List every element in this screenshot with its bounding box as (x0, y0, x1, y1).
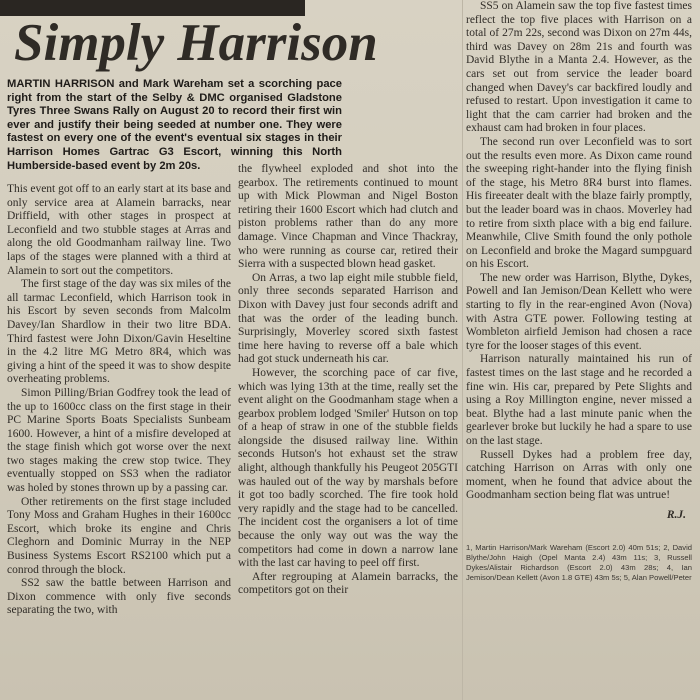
results-list: 1, Martin Harrison/Mark Wareham (Escort 2.0) 40m 51s; 2, David Blythe/John Haigh (Opel Manta 2.4) 43m 11s; 3, Russell Dykes/Alistair Richardson (Escort 2.0) 43m 28s; 4, Ian Jemison/Dean Kellett (Avon 1.8 GTE) 43m 5s; 5, Alan Powell/Peter (466, 542, 692, 582)
paragraph: Russell Dykes had a problem free day, catching Harrison on Arras with only one moment, when he found that advice about the Goodmanham section being flat was untrue! (466, 448, 692, 502)
paragraph: The first stage of the day was six miles of the all tarmac Leconfield, which Harrison took in his Escort by seven seconds from Malcolm Davey/Ian Shardlow in their two litre BDA. Third fastest were John Dixon/Gavin Heseltine in the 4.2 litre MG Metro 8R4, which was giving a hint of the speed it was to show despite overheating problems. (7, 278, 231, 386)
paragraph: Harrison naturally maintained his run of fastest times on the last stage and he recorded a fine win. His car, prepared by Pete Slights and using a Roy Millington engine, never missed a beat. Blythe had a last minute panic when the gearlever broke but luckily he had a spare to use on the last stage. (466, 353, 692, 447)
paragraph: The second run over Leconfield was to sort out the results even more. As Dixon came round the sweeping right-hander into the flying finish of the stage, his Metro 8R4 burst into flames. His fireeater dealt with the blaze fairly promptly, but the leader board was in chaos. Moverley had to retire from sixth place with a big end failure. Meanwhile, Clive Smith found the only pothole on Leconfield and broke the Magard sumpguard on his Escort. (466, 135, 692, 271)
paragraph: SS2 saw the battle between Harrison and Dixon commence with only five seconds separating the two, with (7, 577, 231, 617)
paragraph: However, the scorching pace of car five, which was lying 13th at the time, really set the event alight on the Goodmanham stage when a gearbox problem lodged 'Smiler' Hutson on top of a heap of straw in one of the stubble fields alongside the disused railway line. Within seconds Hutson's hot exhaust set the straw alight, although thankfully his Peugeot 205GTI was hauled out of the way by marshals before it got too badly scorched. The fire took hold very rapidly and the stage had to be cancelled. The incident cost the organisers a lot of time because the only way out was the way the competitors had come in down a narrow lane with the last car having to peel off first. (238, 366, 458, 570)
paragraph: Simon Pilling/Brian Godfrey took the lead of the up to 1600cc class on the first stage in their PC Marine Sports Boats Specialists Sunbeam 1600. However, a hint of a misfire developed at the stage finish which got worse over the next two stages making the crew stop twice. They eventually stopped on SS3 when the radiator was holed by stones thrown up by a passing car. (7, 386, 231, 495)
article-column-2 (238, 163, 458, 598)
paragraph: On Arras, a two lap eight mile stubble field, only three seconds separated Harrison and Dixon with Davey just four seconds adrift and that was the order of the leading bunch. Surprisingly, Moverley scored sixth fastest time here having to reverse off a bale which had got stuck underneath his car. (238, 271, 458, 366)
paragraph: After regrouping at Alamein barracks, the competitors got on their (238, 570, 458, 597)
column-divider (462, 0, 463, 700)
paragraph: This event got off to an early start at its base and only service area at Alamein barracks, near Driffield, with other stages in prospect at Leconfield and two stubble stages at Arras and along the old Goodmanham railway line. Two laps of the stages were planned with a third at Alamein to sort out the competitors. (7, 183, 231, 277)
lead-paragraph: MARTIN HARRISON and Mark Wareham set a scorching pace right from the start of the Selby & DMC organised Gladstone Tyres Three Swans Rally on August 20 to record their first win ever and justify their being seeded at number one. They were fastest on every one of the event's eventual six stages in their Harrison Homes Gartrac G3 Escort, winning this North Humberside-based event by 2m 20s. (7, 78, 342, 172)
article-column-1 (7, 183, 231, 618)
paragraph: Other retirements on the first stage included Tony Moss and Graham Hughes in their 1600cc Escort, which broke its engine and Chris Cleghorn and Dominic Murray in the NEP Business Systems Escort RS2100 which put a conrod through the block. (7, 495, 231, 576)
author-signature: R.J. (666, 508, 686, 521)
paragraph: the flywheel exploded and shot into the gearbox. The retirements continued to mount up with Mick Plowman and Nigel Boston retiring their 1600 Escort which had clutch and piston problems rather than do any more damage. Vince Chapman and Vince Thackray, who were running as course car, retired their Sierra with a suspected blown head gasket. (238, 163, 458, 271)
paragraph: SS5 on Alamein saw the top five fastest times reflect the top five places with Harrison on a total of 27m 22s, second was Dixon on 27m 44s, third was Davey on 28m 21s and fourth was David Blythe in a Manta 2.4. However, as the cars set out from service the leader board changed when Davey's car backfired loudly and refused to restart. Upon investigation it came to light that the cam carrier had broken and the exhaust cam had broken in four places. (466, 0, 692, 135)
headline: Simply Harrison (14, 14, 378, 72)
article-column-3 (466, 0, 692, 583)
paragraph: The new order was Harrison, Blythe, Dykes, Powell and Ian Jemison/Dean Kellett who were starting to fly in the rear-engined Avon (Nova) with Astra GTE power. Following testing at Wombleton airfield Jemison had chosen a race tyre for the looser stages of this event. (466, 271, 692, 352)
